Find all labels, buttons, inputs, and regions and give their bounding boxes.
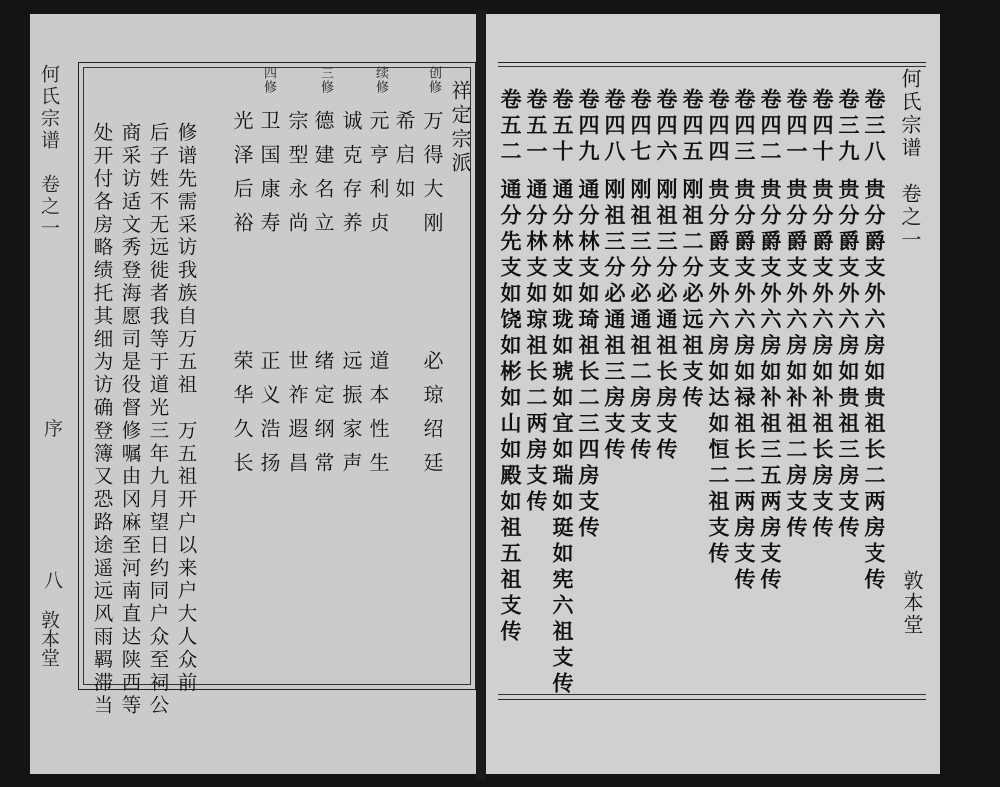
generation-line: 卫国康寿: [257, 110, 281, 246]
generation-line: 远振家声: [339, 350, 363, 486]
volume-number: 卷三八: [862, 88, 887, 166]
volume-description: 刚祖三分必通祖长房支传: [654, 178, 679, 464]
generation-line: 世祚遐昌: [285, 350, 309, 486]
book-gutter: [476, 10, 486, 780]
generation-line: 希启如: [392, 110, 416, 212]
volume-description: 刚祖二分必远祖支传: [680, 178, 705, 412]
volume-number: 卷四三: [732, 88, 757, 166]
volume-number: 卷四七: [628, 88, 653, 166]
volume-number: 卷三九: [836, 88, 861, 166]
volume-description: 通分林支如珑如琥如宜如瑞如珽如宪六祖支传: [550, 178, 575, 698]
volume-number: 卷五二: [498, 88, 523, 166]
volume-number: 卷四六: [654, 88, 679, 166]
preface-line: 修谱先需采访我族自万五祖 万五祖开户以来户大人众前: [174, 122, 198, 695]
generation-line: 正义浩扬: [257, 350, 281, 486]
generation-line: 宗型永尚: [285, 110, 309, 246]
volume-description: 贵分爵支外六房如禄祖长二两房支传: [732, 178, 757, 594]
book-footer-hall: 敦本堂: [900, 570, 924, 636]
generation-line: 德建名立: [311, 110, 335, 246]
left-edge-hall: 敦本堂: [38, 610, 60, 667]
volume-description: 刚祖三分必通祖二房支传: [628, 178, 653, 464]
generation-line: 必琼绍廷: [420, 350, 444, 486]
volume-description: 贵分爵支外六房如补祖长房支传: [810, 178, 835, 542]
book-header-title: 何氏宗谱 卷之一: [898, 68, 922, 252]
volume-description: 贵分爵支外六房如达如恒二祖支传: [706, 178, 731, 568]
revision-note: 续修: [373, 66, 388, 94]
left-edge-section: 序: [44, 418, 64, 440]
volume-number: 卷四四: [706, 88, 731, 166]
generation-line: 荣华久长: [230, 350, 254, 486]
volume-number: 卷四八: [602, 88, 627, 166]
preface-line: 商采访适文秀登海愿司是役督修嘱由冈麻至河南直达陕西等: [118, 122, 142, 718]
revision-note: 三修: [318, 66, 333, 94]
volume-number: 卷四九: [576, 88, 601, 166]
left-edge-page-number: 八: [44, 570, 64, 592]
volume-description: 通分林支如琼祖长二两房支传: [524, 178, 549, 516]
generation-line: 诚克存养: [339, 110, 363, 246]
frame-rule: [498, 66, 926, 67]
left-edge-title: 何氏宗谱 卷之一: [38, 64, 60, 240]
revision-note: 四修: [261, 66, 276, 94]
volume-description: 贵分爵支外六房如补祖二房支传: [784, 178, 809, 542]
volume-description: 贵分爵支外六房如贵祖长二两房支传: [862, 178, 887, 594]
generation-line: 光泽后裕: [230, 110, 254, 246]
generation-line: 道本性生: [366, 350, 390, 486]
generation-line: 万得大刚: [420, 110, 444, 246]
volume-number: 卷四十: [810, 88, 835, 166]
preface-line: 后子姓不无远徙者我等于道光三年九月望日约同户众至祠公: [146, 122, 170, 718]
volume-description: 通分林支如琦祖长二三四房支传: [576, 178, 601, 542]
generation-line: 元亨利贞: [366, 110, 390, 246]
volume-description: 刚祖三分必通祖三房支传: [602, 178, 627, 464]
volume-description: 通分先支如饶如彬如山如殿如祖五祖支传: [498, 178, 523, 646]
generation-line: 绪定纲常: [311, 350, 335, 486]
volume-description: 贵分爵支外六房如补祖三五两房支传: [758, 178, 783, 594]
volume-description: 贵分爵支外六房如贵祖三房支传: [836, 178, 861, 542]
lineage-title: 祥定宗派: [448, 80, 472, 176]
volume-number: 卷四二: [758, 88, 783, 166]
volume-number: 卷五十: [550, 88, 575, 166]
revision-note: 创修: [426, 66, 441, 94]
volume-number: 卷五一: [524, 88, 549, 166]
volume-number: 卷四五: [680, 88, 705, 166]
preface-line: 处开付各房略绩托其细为访确登簿又恐路途遥远风雨羁滞当: [90, 122, 114, 718]
volume-number: 卷四一: [784, 88, 809, 166]
